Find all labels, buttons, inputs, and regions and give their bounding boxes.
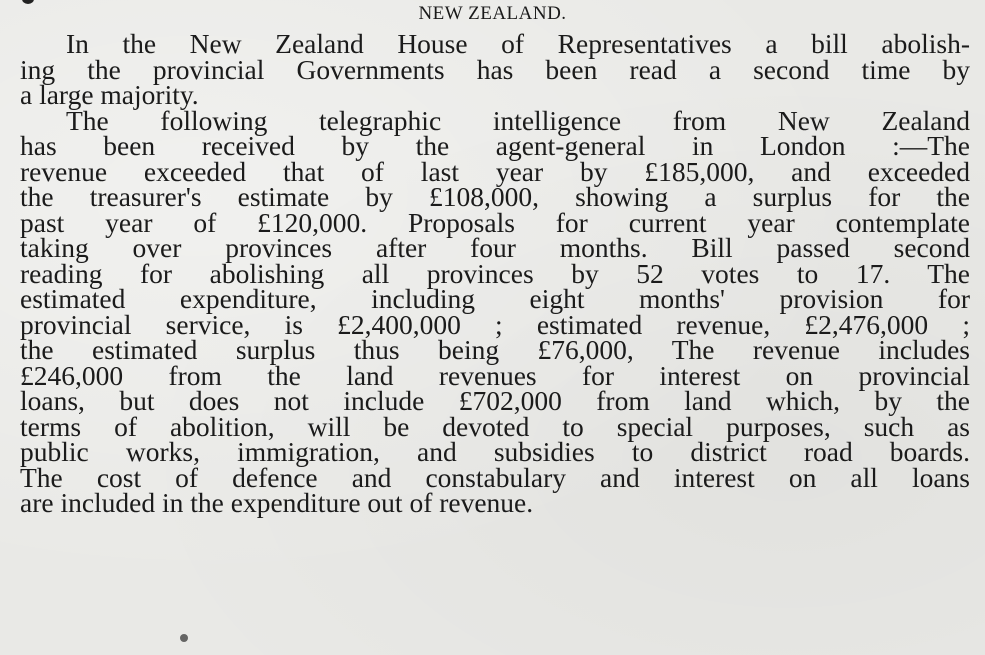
text-line: loans, but does not include £702,000 from land which, by the	[20, 385, 970, 416]
text-line: public works, immigration, and subsidies to district road boards.	[20, 436, 970, 467]
paragraph-1	[20, 28, 970, 110]
text-line: are included in the expenditure out of revenue.	[20, 487, 534, 518]
text-line: the treasurer's estimate by £108,000, showing a surplus for the	[20, 181, 970, 212]
text-line: The cost of defence and constabulary and interest on all loans	[20, 461, 970, 493]
text-line: a large majority.	[20, 79, 199, 110]
text-line: ing the provincial Governments has been read a second time by	[20, 53, 970, 85]
text-line: provincial service, is £2,400,000 ; estimated revenue, £2,476,000 ;	[20, 308, 970, 340]
text-line: revenue exceeded that of last year by £185,000, and exceeded	[20, 155, 970, 187]
article-body	[20, 28, 970, 518]
text-line: taking over provinces after four months. Bill passed second	[20, 232, 970, 263]
text-line: The following telegraphic intelligence from New Zealand	[66, 104, 970, 136]
text-line: £246,000 from the land revenues for interest on provincial	[20, 359, 970, 391]
text-line: In the New Zealand House of Representatives a bill abolish-	[66, 28, 970, 59]
ink-blot	[180, 634, 188, 642]
text-line: past year of £120,000. Proposals for current year contemplate	[20, 206, 970, 238]
article-heading: NEW ZEALAND.	[418, 3, 567, 24]
text-line: the estimated surplus thus being £76,000, The revenue includes	[20, 334, 970, 365]
text-line: has been received by the agent-general in London :—The	[20, 130, 970, 161]
text-line: estimated expenditure, including eight months' provision for	[20, 283, 970, 314]
text-line: terms of abolition, will be devoted to special purposes, such as	[20, 410, 970, 442]
paragraph-2	[20, 104, 970, 518]
text-line: reading for abolishing all provinces by 52 votes to 17. The	[20, 257, 970, 289]
